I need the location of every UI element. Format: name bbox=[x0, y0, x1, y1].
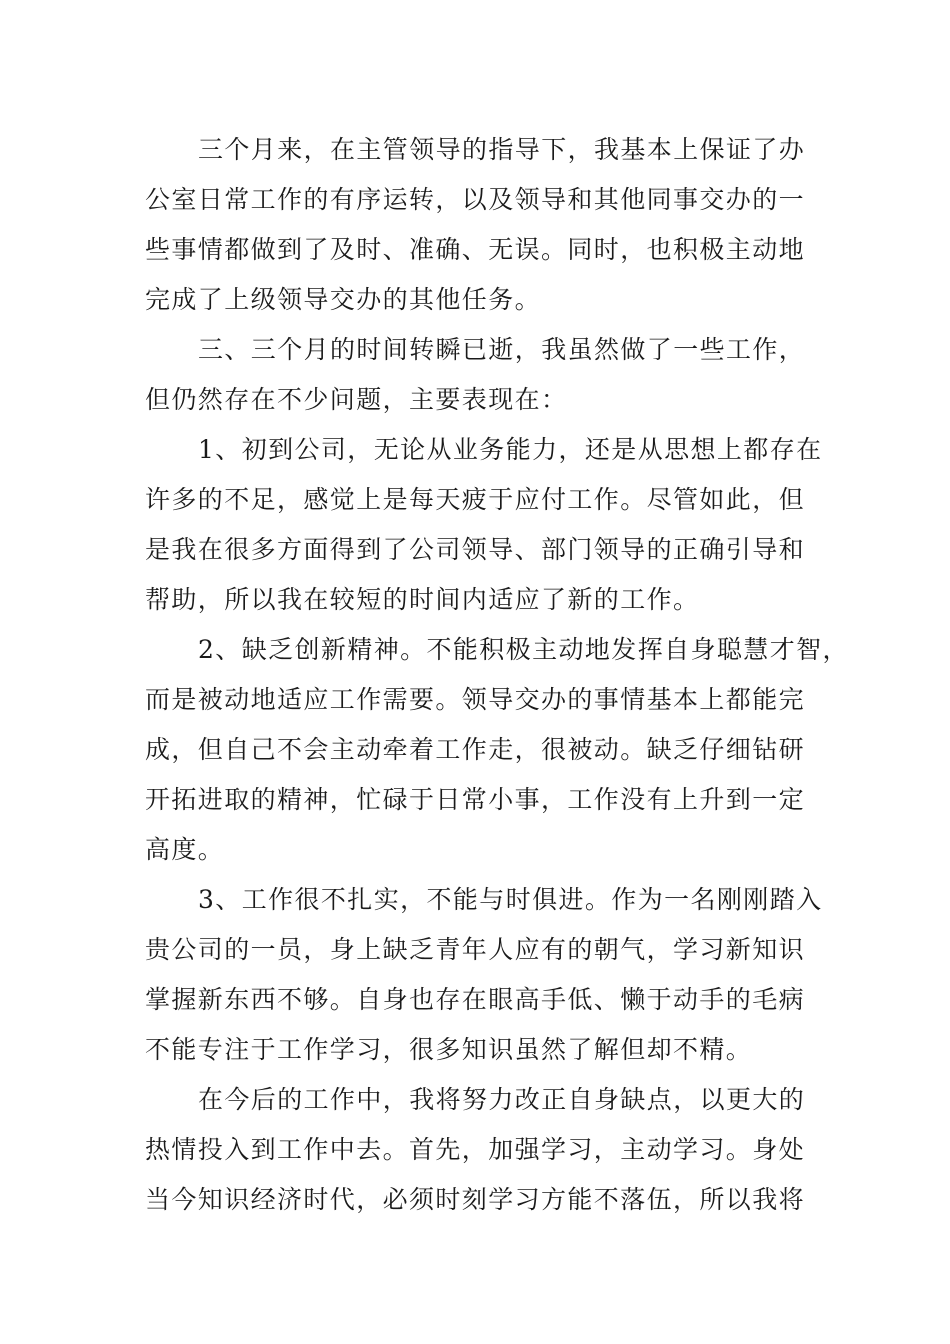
text-line: 贵公司的一员，身上缺乏青年人应有的朝气，学习新知识 bbox=[145, 935, 806, 964]
text-line: 但仍然存在不少问题，主要表现在： bbox=[145, 385, 568, 414]
text-line: 不能专注于工作学习，很多知识虽然了解但却不精。 bbox=[145, 1035, 753, 1064]
text-line: 1、初到公司，无论从业务能力，还是从思想上都存在 bbox=[198, 435, 823, 464]
document-body bbox=[145, 125, 849, 1225]
paragraph-work-summary bbox=[145, 125, 810, 325]
text-line: 而是被动地适应工作需要。领导交办的事情基本上都能完 bbox=[145, 685, 806, 714]
paragraph-item-1 bbox=[145, 425, 823, 625]
text-line: 当今知识经济时代，必须时刻学习方能不落伍，所以我将 bbox=[145, 1185, 806, 1214]
text-line: 热情投入到工作中去。首先，加强学习，主动学习。身处 bbox=[145, 1135, 806, 1164]
text-line: 掌握新东西不够。自身也存在眼高手低、懒于动手的毛病 bbox=[145, 985, 806, 1014]
text-line: 些事情都做到了及时、准确、无误。同时，也积极主动地 bbox=[145, 235, 806, 264]
text-line: 许多的不足，感觉上是每天疲于应付工作。尽管如此，但 bbox=[145, 485, 806, 514]
text-line: 开拓进取的精神，忙碌于日常小事，工作没有上升到一定 bbox=[145, 785, 806, 814]
text-line: 在今后的工作中，我将努力改正自身缺点，以更大的 bbox=[198, 1085, 806, 1114]
text-line: 是我在很多方面得到了公司领导、部门领导的正确引导和 bbox=[145, 535, 806, 564]
text-line: 3、工作很不扎实，不能与时俱进。作为一名刚刚踏入 bbox=[198, 885, 823, 914]
text-line: 三个月来，在主管领导的指导下，我基本上保证了办 bbox=[198, 135, 806, 164]
text-line: 三、三个月的时间转瞬已逝，我虽然做了一些工作， bbox=[198, 335, 806, 364]
paragraph-item-3 bbox=[145, 875, 823, 1075]
text-line: 公室日常工作的有序运转，以及领导和其他同事交办的一 bbox=[145, 185, 806, 214]
paragraph-section-three bbox=[145, 325, 810, 425]
paragraph-future-work bbox=[145, 1075, 810, 1225]
text-line: 完成了上级领导交办的其他任务。 bbox=[145, 285, 542, 314]
text-line: 成，但自己不会主动牵着工作走，很被动。缺乏仔细钻研 bbox=[145, 735, 806, 764]
text-line: 2、缺乏创新精神。不能积极主动地发挥自身聪慧才智， bbox=[198, 635, 849, 664]
text-line: 帮助，所以我在较短的时间内适应了新的工作。 bbox=[145, 585, 700, 614]
text-line: 高度。 bbox=[145, 835, 225, 864]
paragraph-item-2 bbox=[145, 625, 849, 875]
